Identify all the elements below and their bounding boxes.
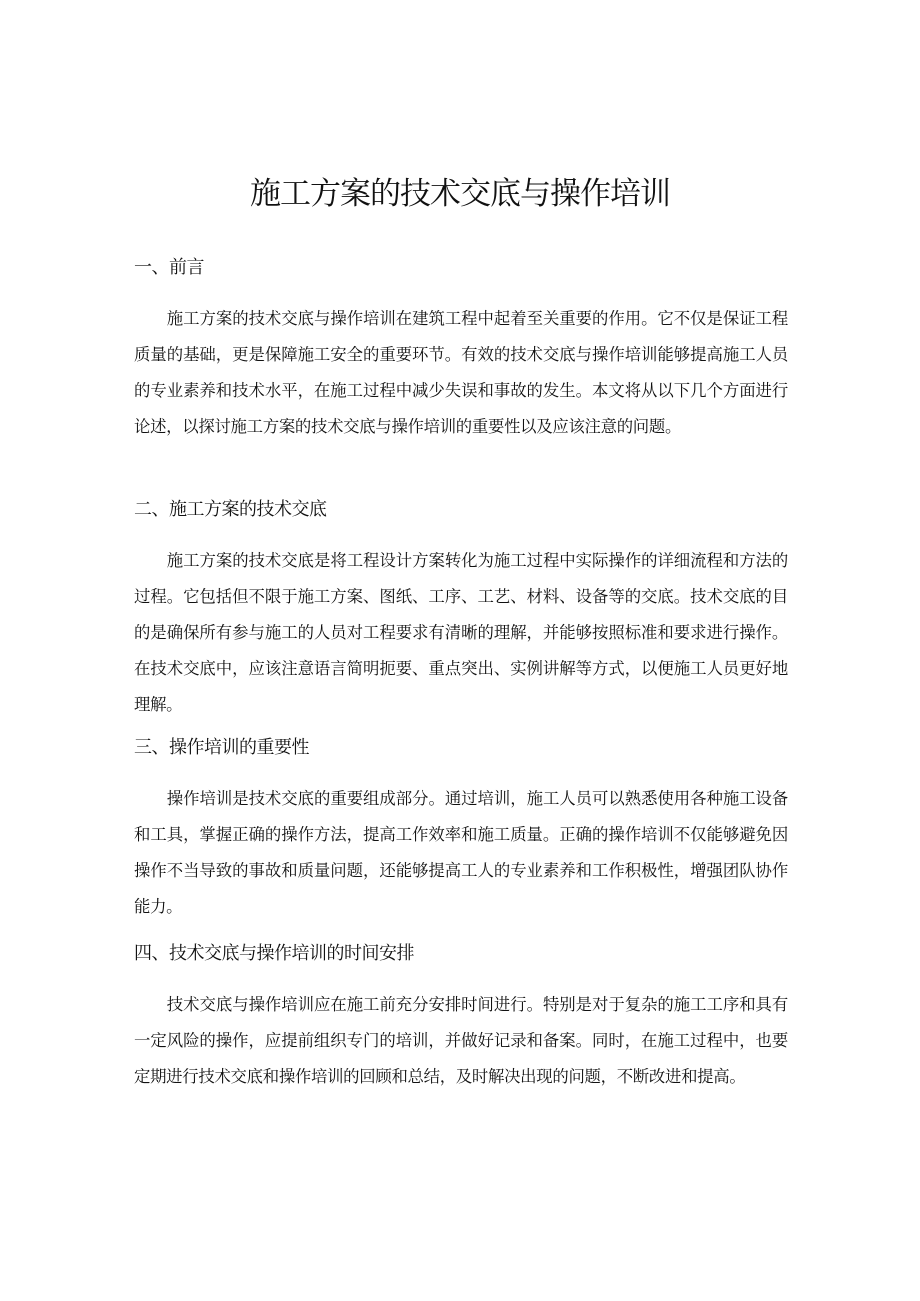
section-paragraph: 技术交底与操作培训应在施工前充分安排时间进行。特别是对于复杂的施工工序和具有一定风险的操作，应提前组织专门的培训，并做好记录和备案。同时，在施工过程中，也要定期进行技术交底和操作培训的回顾和总结，及时解决出现的问题，不断改进和提高。: [134, 995, 788, 1086]
section-schedule: [134, 940, 788, 1095]
section-heading: 三、操作培训的重要性: [134, 737, 309, 758]
document-title: 施工方案的技术交底与操作培训: [250, 176, 670, 212]
section-paragraph: 操作培训是技术交底的重要组成部分。通过培训，施工人员可以熟悉使用各种施工设备和工具，掌握正确的操作方法，提高工作效率和施工质量。正确的操作培训不仅能够避免因操作不当导致的事故和质量问题，还能够提高工人的专业素养和工作积极性，增强团队协作能力。: [134, 789, 788, 916]
section-heading: 一、前言: [134, 257, 204, 278]
section-paragraph: 施工方案的技术交底是将工程设计方案转化为施工过程中实际操作的详细流程和方法的过程。它包括但不限于施工方案、图纸、工序、工艺、材料、设备等的交底。技术交底的目的是确保所有参与施工的人员对工程要求有清晰的理解，并能够按照标准和要求进行操作。在技术交底中，应该注意语言简明扼要、重点突出、实例讲解等方式，以便施工人员更好地理解。: [134, 551, 788, 714]
section-preface: [134, 254, 788, 445]
section-heading: 四、技术交底与操作培训的时间安排: [134, 943, 414, 964]
section-heading: 二、施工方案的技术交底: [134, 499, 327, 520]
section-paragraph: 施工方案的技术交底与操作培训在建筑工程中起着至关重要的作用。它不仅是保证工程质量的基础，更是保障施工安全的重要环节。有效的技术交底与操作培训能够提高施工人员的专业素养和技术水平，在施工过程中减少失误和事故的发生。本文将从以下几个方面进行论述，以探讨施工方案的技术交底与操作培训的重要性以及应该注意的问题。: [134, 309, 788, 436]
section-technical-disclosure: [134, 496, 788, 723]
section-training-importance: [134, 734, 788, 925]
